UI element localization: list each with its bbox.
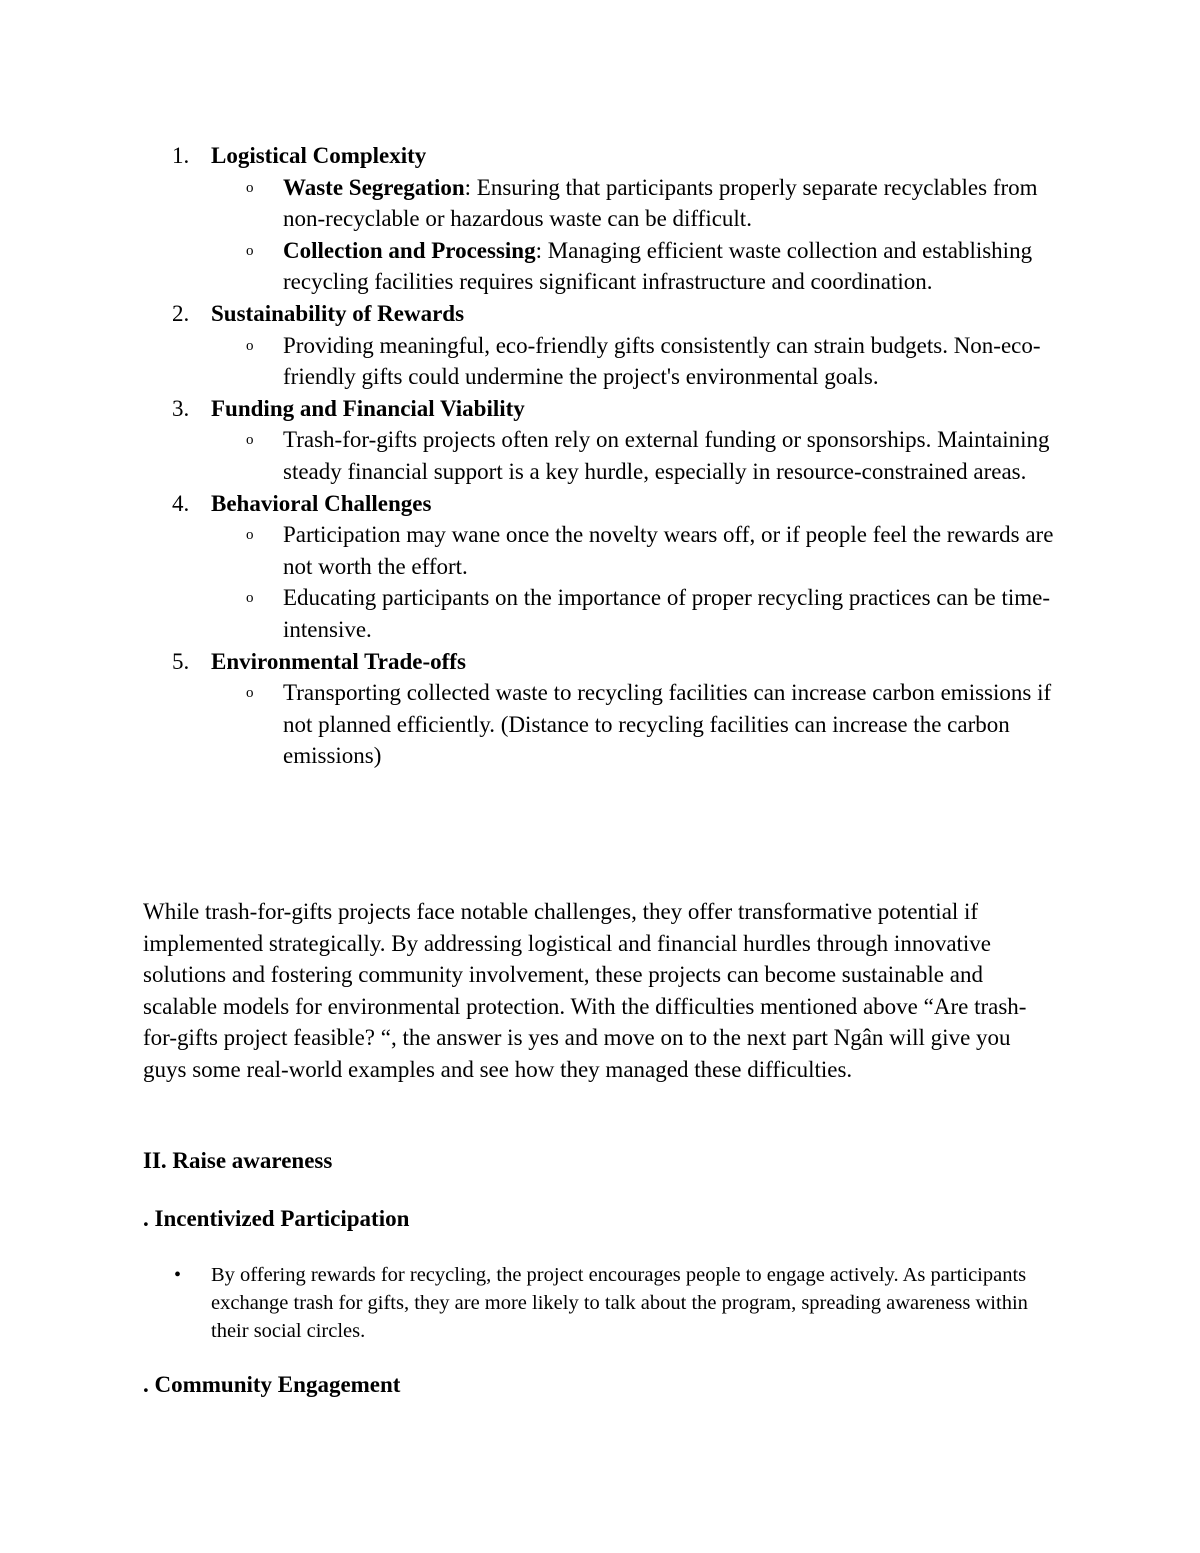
subpoint-label: Waste Segregation bbox=[283, 174, 465, 200]
challenge-title: Sustainability of Rewards bbox=[211, 300, 465, 326]
circle-bullet-icon: o bbox=[246, 590, 254, 607]
challenge-subpoint bbox=[246, 582, 1073, 645]
challenge-subpoint bbox=[246, 677, 1073, 772]
challenge-number: 3. bbox=[172, 395, 190, 421]
conclusion-paragraph: While trash-for-gifts projects face notable challenges, they offer transformative potential if implemented strategically. By addressing logistical and financial hurdles through innovative solutions and fostering community involvement, these projects can become sustainable and scalable models for environmental protection. With the difficulties mentioned above “Are trash-for-gifts project feasible? “, the answer is yes and move on to the next part Ngân will give you guys some real-world examples and see how they managed these difficulties. bbox=[143, 899, 1027, 1082]
circle-bullet-icon: o bbox=[246, 179, 254, 196]
circle-bullet-icon: o bbox=[246, 242, 254, 259]
subpoint-text: Participation may wane once the novelty wears off, or if people feel the rewards are not worth the effort. bbox=[283, 522, 1054, 579]
challenge-subpoint bbox=[246, 424, 1073, 487]
challenge-number: 4. bbox=[172, 490, 190, 516]
subpoint-text: : Managing efficient waste collection and establishing recycling facilities requires significant infrastructure and coordination. bbox=[283, 237, 1033, 295]
incentivized-bullets bbox=[0, 1261, 1200, 1345]
bullet-dot-icon: • bbox=[174, 1264, 182, 1286]
challenge-item bbox=[0, 393, 1200, 488]
subpoint-text: Providing meaningful, eco-friendly gifts consistently can strain budgets. Non-eco-friendly gifts could undermine the project's environmental goals. bbox=[283, 332, 1041, 390]
challenge-item bbox=[0, 298, 1200, 393]
bullet-text: By offering rewards for recycling, the project encourages people to engage actively. As participants exchange trash for gifts, they are more likely to talk about the program, spreading awareness within their social circles. bbox=[211, 1264, 1028, 1342]
challenge-title: Behavioral Challenges bbox=[211, 490, 432, 516]
circle-bullet-icon: o bbox=[246, 337, 254, 354]
subpoint-text: Educating participants on the importance of proper recycling practices can be time-intensive. bbox=[283, 585, 1050, 642]
community-heading: . Community Engagement bbox=[143, 1372, 401, 1397]
challenges-list bbox=[0, 140, 1200, 772]
challenge-item bbox=[0, 646, 1200, 772]
incentivized-heading: . Incentivized Participation bbox=[143, 1206, 410, 1231]
subpoint-text: : Ensuring that participants properly separate recyclables from non-recyclable or hazardous waste can be difficult. bbox=[283, 174, 1038, 232]
section-heading: II. Raise awareness bbox=[143, 1148, 333, 1173]
challenge-subpoint bbox=[246, 235, 1073, 298]
subpoint-text: Trash-for-gifts projects often rely on external funding or sponsorships. Maintaining steady financial support is a key hurdle, especially in resource-constrained areas. bbox=[283, 427, 1050, 484]
challenge-subpoints bbox=[0, 330, 1200, 393]
challenge-subpoint bbox=[246, 172, 1073, 235]
challenge-subpoints bbox=[0, 424, 1200, 487]
challenge-subpoint bbox=[246, 519, 1073, 582]
challenge-item bbox=[0, 140, 1200, 298]
challenge-title: Environmental Trade-offs bbox=[211, 648, 466, 674]
challenge-title: Funding and Financial Viability bbox=[211, 395, 525, 421]
challenge-number: 1. bbox=[172, 143, 190, 168]
challenge-subpoints bbox=[0, 519, 1200, 645]
subpoint-label: Collection and Processing bbox=[283, 237, 536, 263]
subpoint-text: Transporting collected waste to recycling facilities can increase carbon emissions if not planned efficiently. (Distance to recycling facilities can increase the carbon emissions) bbox=[283, 680, 1052, 769]
challenge-title: Logistical Complexity bbox=[211, 143, 427, 168]
circle-bullet-icon: o bbox=[246, 527, 254, 544]
challenge-subpoints bbox=[0, 172, 1200, 298]
challenge-number: 5. bbox=[172, 648, 190, 674]
bullet-item bbox=[174, 1261, 1051, 1345]
circle-bullet-icon: o bbox=[246, 685, 254, 702]
challenge-number: 2. bbox=[172, 300, 190, 326]
circle-bullet-icon: o bbox=[246, 432, 254, 449]
challenge-subpoint bbox=[246, 330, 1073, 393]
challenge-item bbox=[0, 488, 1200, 646]
challenge-subpoints bbox=[0, 677, 1200, 772]
